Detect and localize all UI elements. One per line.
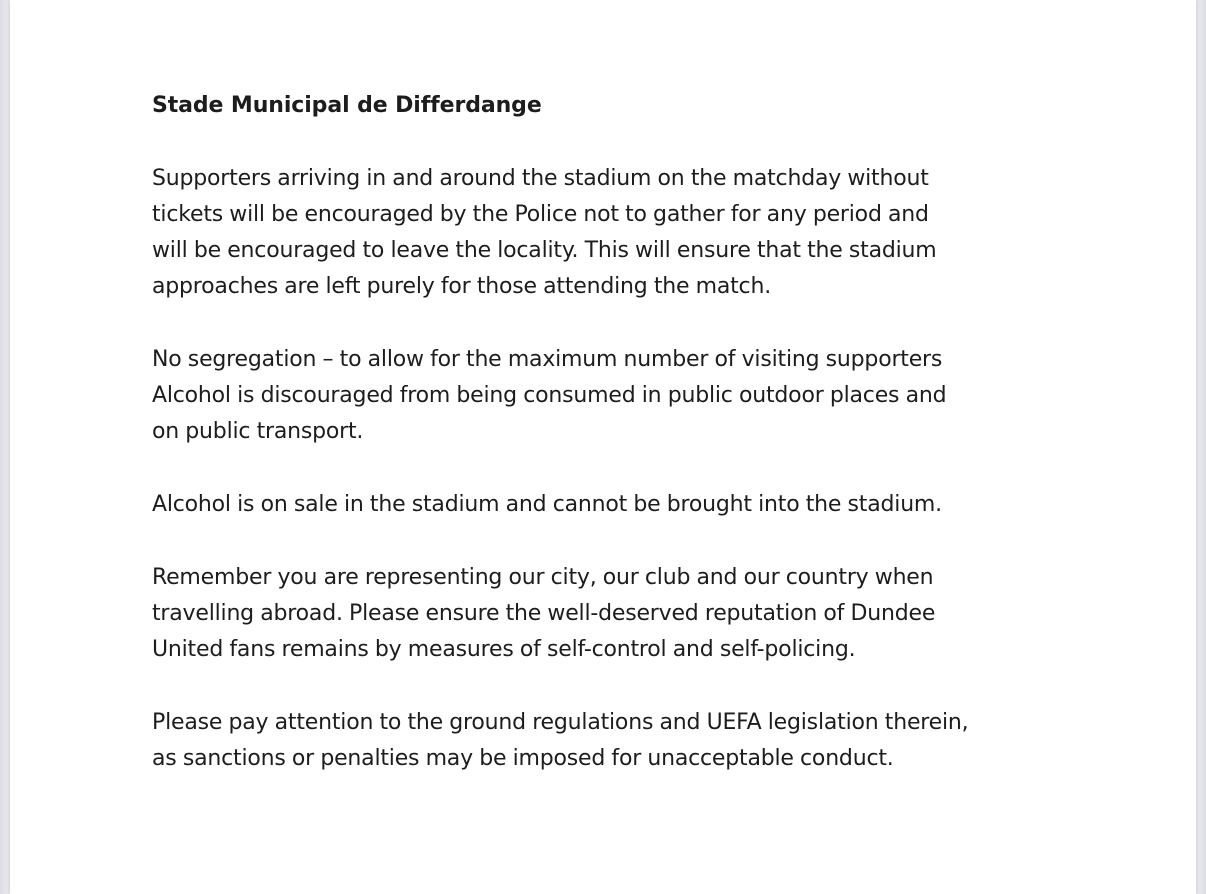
paragraph-line: Please pay attention to the ground regulations and UEFA legislation therein, (152, 710, 969, 735)
paragraph-line: Supporters arriving in and around the stadium on the matchday without (152, 166, 929, 191)
paragraph-regulations (152, 705, 1112, 777)
paragraph-line: United fans remains by measures of self-control and self-policing. (152, 637, 856, 662)
paragraph-ticketless-supporters (152, 161, 1112, 305)
document-page (10, 0, 1196, 894)
paragraph-line: as sanctions or penalties may be imposed for unacceptable conduct. (152, 746, 894, 771)
paragraph-line: tickets will be encouraged by the Police not to gather for any period and (152, 202, 929, 227)
paragraph-line: on public transport. (152, 419, 364, 444)
paragraph-segregation-alcohol (152, 342, 1112, 450)
paragraph-representation (152, 560, 1112, 668)
paragraph-line: travelling abroad. Please ensure the well-deserved reputation of Dundee (152, 601, 936, 626)
paragraph-line: Remember you are representing our city, our club and our country when (152, 565, 934, 590)
paragraph-line: No segregation – to allow for the maximum number of visiting supporters (152, 347, 943, 372)
paragraph-line: will be encouraged to leave the locality. This will ensure that the stadium (152, 238, 937, 263)
paragraph-alcohol-sale (152, 487, 1112, 523)
document-title: Stade Municipal de Differdange (152, 93, 542, 118)
page-content (152, 89, 1112, 777)
paragraph-line: Alcohol is on sale in the stadium and cannot be brought into the stadium. (152, 492, 942, 517)
paragraph-line: approaches are left purely for those attending the match. (152, 274, 771, 299)
paragraph-line: Alcohol is discouraged from being consumed in public outdoor places and (152, 383, 947, 408)
